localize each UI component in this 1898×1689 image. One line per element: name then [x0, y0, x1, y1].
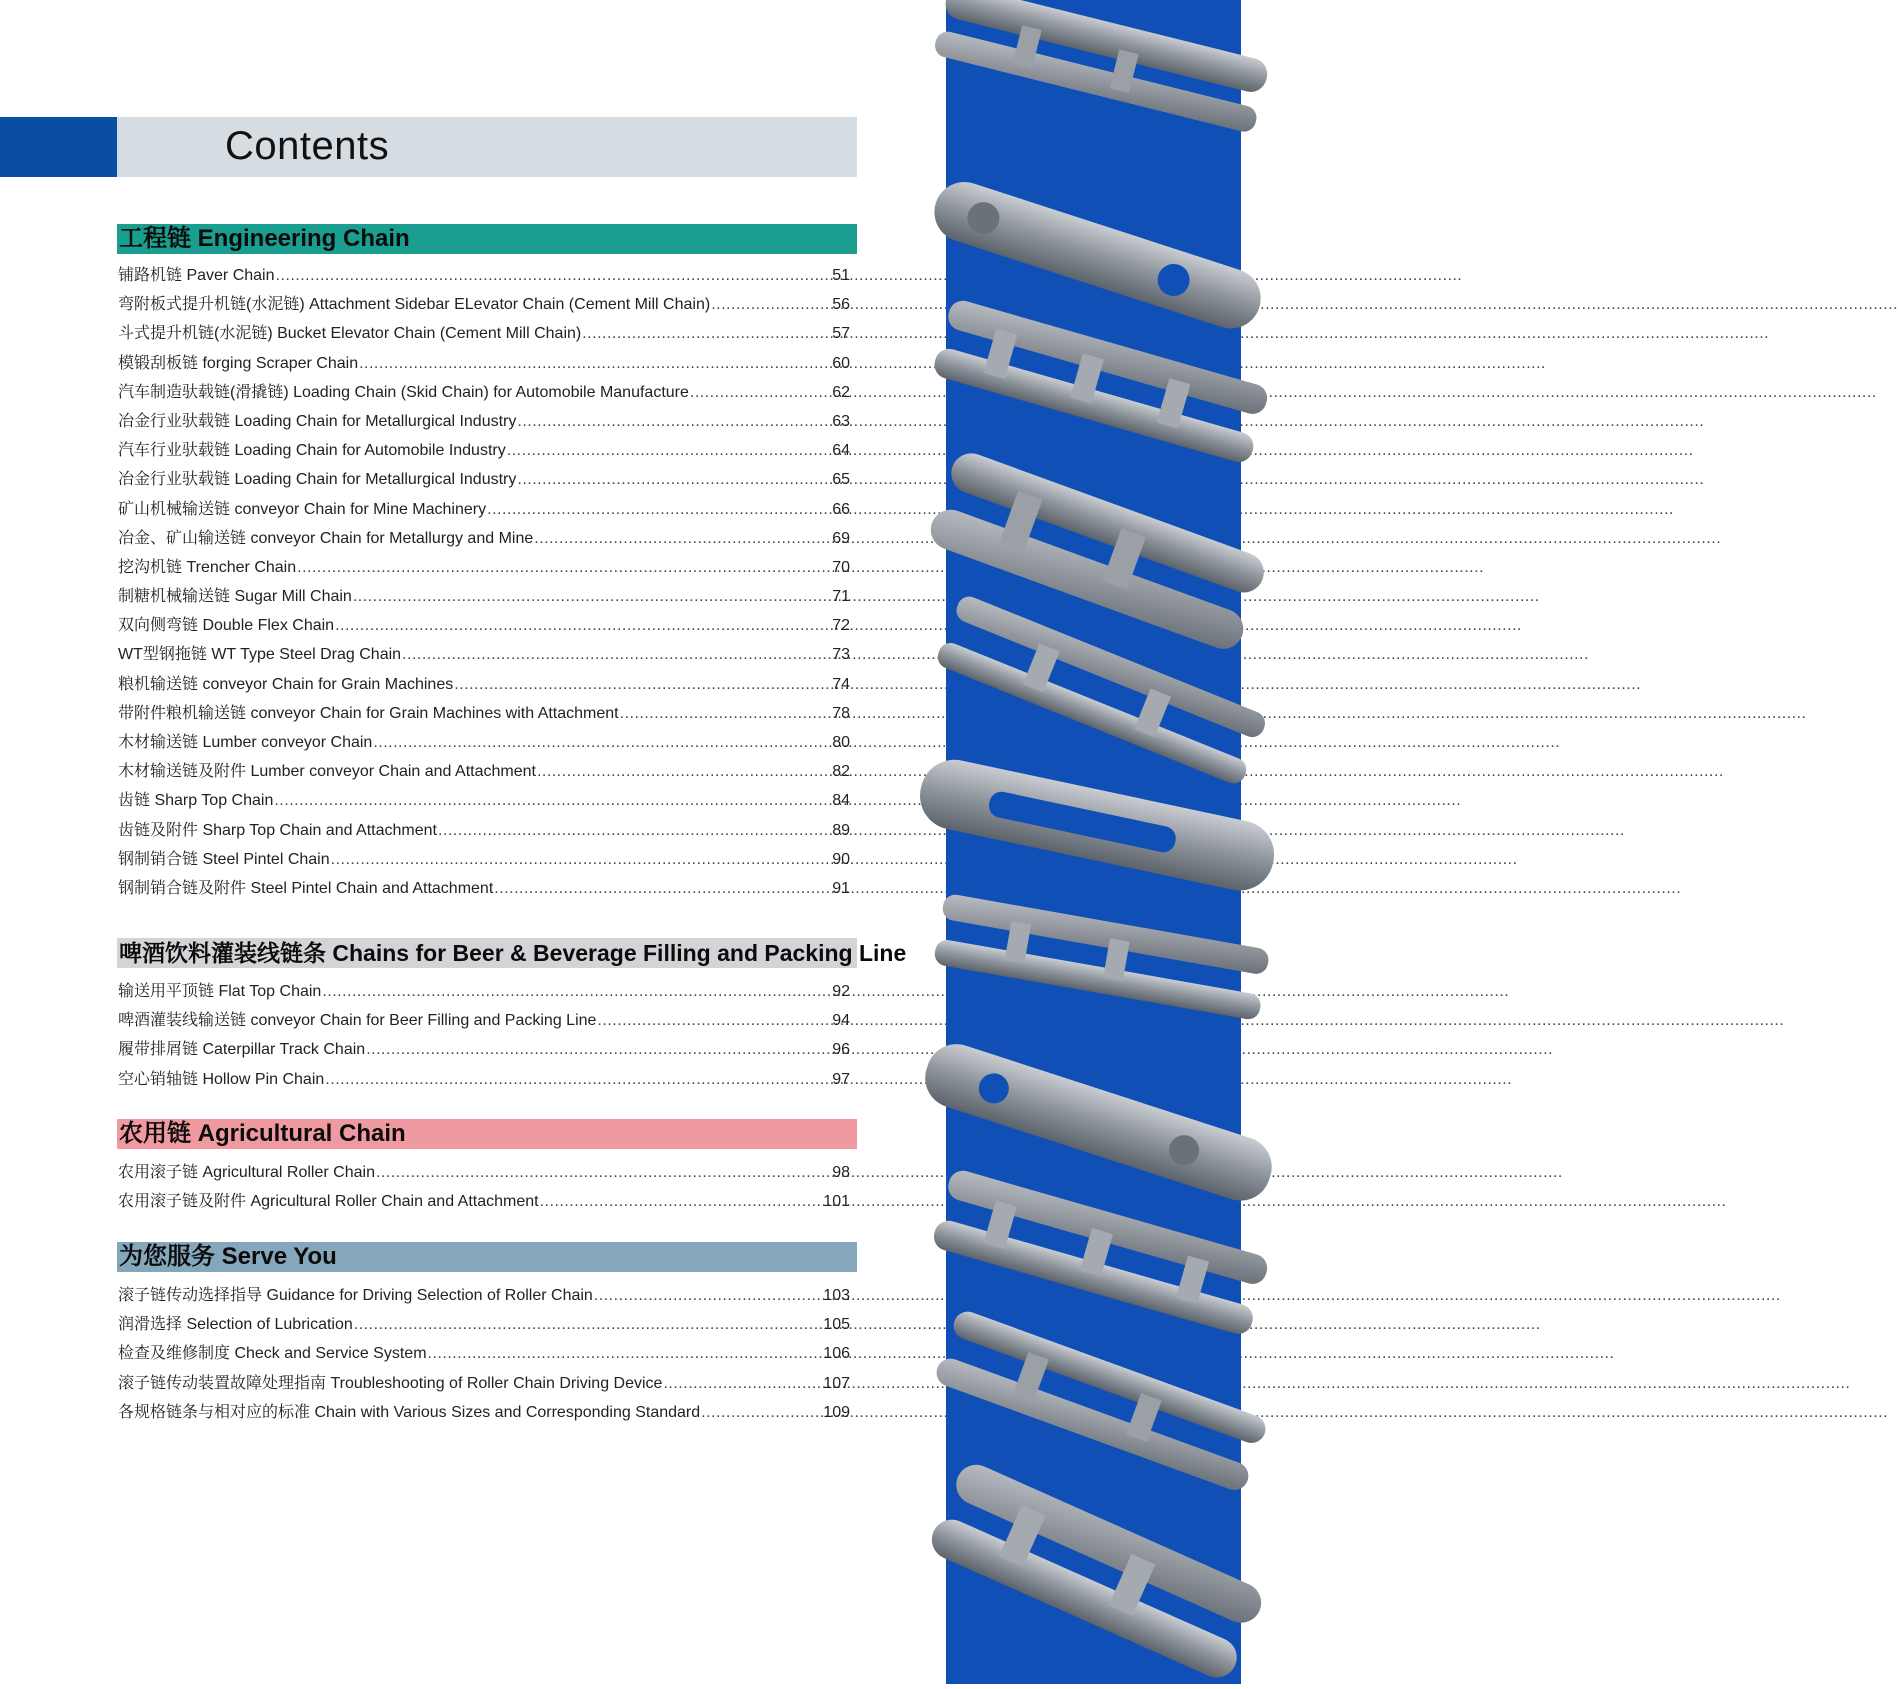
toc-page-number: 72: [832, 617, 850, 635]
toc-entry[interactable]: [118, 670, 850, 699]
toc-entry-title: 挖沟机链 Trencher Chain: [118, 558, 297, 576]
toc-entry-title: 齿链及附件 Sharp Top Chain and Attachment: [118, 821, 437, 839]
dot-leader: [540, 1187, 823, 1216]
toc-entry[interactable]: [118, 378, 850, 407]
toc-entry[interactable]: [118, 1035, 850, 1064]
toc-page-number: 84: [832, 792, 850, 810]
toc-entry[interactable]: [118, 290, 850, 319]
toc-entry[interactable]: [118, 495, 850, 524]
toc-page-number: 94: [832, 1012, 850, 1030]
toc-entry[interactable]: [118, 977, 850, 1006]
dot-leader: [438, 816, 831, 845]
toc-entry-title: 润滑选择 Selection of Lubrication: [118, 1316, 353, 1334]
toc-list-agricultural: [118, 1158, 850, 1216]
toc-entry[interactable]: [118, 1369, 850, 1398]
toc-entry[interactable]: [118, 816, 850, 845]
toc-page-number: 51: [832, 267, 850, 284]
toc-page-number: 90: [832, 850, 850, 868]
toc-entry-title: 检查及维修制度 Check and Service System: [118, 1345, 427, 1363]
toc-page-number: 74: [832, 675, 850, 693]
chain-photo-panel: [946, 0, 1241, 1684]
toc-page-number: 62: [832, 383, 850, 401]
toc-entry[interactable]: [118, 757, 850, 786]
toc-page-number: 73: [832, 646, 850, 664]
toc-entry-title: 齿链 Sharp Top Chain: [118, 792, 274, 810]
toc-entry[interactable]: [118, 786, 850, 815]
dot-leader: [517, 465, 831, 494]
toc-entry[interactable]: [118, 407, 850, 436]
dot-leader: [494, 874, 831, 903]
toc-entry-title: 铺路机链 Paver Chain: [118, 267, 275, 284]
toc-page-number: 109: [823, 1403, 850, 1421]
toc-entry[interactable]: [118, 874, 850, 903]
dot-leader: [366, 1035, 831, 1064]
toc-entry-title: WT型钢拖链 WT Type Steel Drag Chain: [118, 646, 402, 664]
toc-page-number: 65: [832, 471, 850, 489]
toc-entry[interactable]: [118, 1281, 850, 1310]
toc-entry-title: 弯附板式提升机链(水泥链) Attachment Sidebar ELevator Chain (Cement Mill Chain): [118, 296, 711, 314]
toc-page-number: 60: [832, 354, 850, 372]
toc-list-serve: [118, 1281, 850, 1427]
toc-entry-title: 输送用平顶链 Flat Top Chain: [118, 983, 322, 1000]
toc-entry-title: 各规格链条与相对应的标准 Chain with Various Sizes and Corresponding Standard: [118, 1403, 701, 1421]
dot-leader: [274, 786, 831, 815]
section-heading-serve: 为您服务 Serve You: [117, 1242, 857, 1272]
toc-entry-title: 带附件粮机输送链 conveyor Chain for Grain Machines with Attachment: [118, 704, 619, 722]
toc-page-number: 91: [832, 879, 850, 897]
dot-leader: [487, 495, 831, 524]
toc-entry-title: 冶金行业驮载链 Loading Chain for Metallurgical Industry: [118, 412, 517, 430]
toc-entry[interactable]: [118, 1310, 850, 1339]
toc-entry-title: 冶金行业驮载链 Loading Chain for Metallurgical Industry: [118, 471, 517, 489]
toc-entry[interactable]: [118, 261, 850, 290]
toc-page-number: 80: [832, 734, 850, 751]
toc-entry[interactable]: [118, 1065, 850, 1094]
toc-list-beer: [118, 977, 850, 1094]
dot-leader: [597, 1006, 831, 1035]
dot-leader: [402, 640, 831, 669]
toc-entry[interactable]: [118, 845, 850, 874]
toc-entry[interactable]: [118, 349, 850, 378]
dot-leader: [335, 611, 831, 640]
toc-page-number: 97: [832, 1070, 850, 1088]
toc-entry-title: 粮机输送链 conveyor Chain for Grain Machines: [118, 675, 454, 693]
toc-entry[interactable]: [118, 1398, 850, 1427]
toc-page-number: 101: [823, 1193, 850, 1211]
toc-entry-title: 斗式提升机链(水泥链) Bucket Elevator Chain (Cement Mill Chain): [118, 325, 582, 343]
dot-leader: [359, 349, 831, 378]
toc-entry[interactable]: [118, 524, 850, 553]
toc-entry[interactable]: [118, 582, 850, 611]
toc-page-number: 89: [832, 821, 850, 839]
toc-entry[interactable]: [118, 553, 850, 582]
toc-page-number: 69: [832, 529, 850, 547]
toc-entry[interactable]: [118, 611, 850, 640]
toc-page-number: 64: [832, 442, 850, 460]
toc-entry[interactable]: [118, 319, 850, 348]
toc-entry-title: 冶金、矿山输送链 conveyor Chain for Metallurgy and Mine: [118, 529, 534, 547]
toc-entry-title: 钢制销合链及附件 Steel Pintel Chain and Attachment: [118, 879, 494, 897]
dot-leader: [276, 261, 832, 290]
title-bar: [117, 117, 857, 177]
dot-leader: [376, 1158, 831, 1187]
toc-entry[interactable]: [118, 699, 850, 728]
toc-page-number: 70: [832, 558, 850, 576]
toc-entry-title: 制糖机械输送链 Sugar Mill Chain: [118, 588, 352, 606]
dot-leader: [711, 290, 831, 319]
toc-entry[interactable]: [118, 436, 850, 465]
toc-entry-title: 滚子链传动选择指导 Guidance for Driving Selection of Roller Chain: [118, 1287, 593, 1304]
dot-leader: [690, 378, 831, 407]
toc-page-number: 96: [832, 1041, 850, 1059]
toc-entry-title: 钢制销合链 Steel Pintel Chain: [118, 850, 330, 868]
toc-entry-title: 滚子链传动装置故障处理指南 Troubleshooting of Roller Chain Driving Device: [118, 1374, 663, 1392]
toc-entry-title: 农用滚子链及附件 Agricultural Roller Chain and Attachment: [118, 1193, 539, 1211]
section-heading-beer: 啤酒饮料灌装线链条 Chains for Beer & Beverage Filling and Packing Line: [119, 940, 907, 966]
toc-entry[interactable]: [118, 465, 850, 494]
toc-entry-title: 模锻刮板链 forging Scraper Chain: [118, 354, 359, 372]
toc-entry[interactable]: [118, 640, 850, 669]
toc-entry-title: 空心销轴链 Hollow Pin Chain: [118, 1070, 325, 1088]
toc-page-number: 71: [832, 588, 850, 606]
dot-leader: [517, 407, 831, 436]
toc-entry[interactable]: [118, 1339, 850, 1368]
toc-entry[interactable]: [118, 728, 850, 757]
toc-page-number: 66: [832, 500, 850, 518]
toc-entry-title: 双向侧弯链 Double Flex Chain: [118, 617, 335, 635]
dot-leader: [331, 845, 832, 874]
toc-entry-title: 汽车行业驮载链 Loading Chain for Automobile Industry: [118, 442, 506, 460]
dot-leader: [537, 757, 831, 786]
dot-leader: [701, 1398, 822, 1427]
toc-entry-title: 木材输送链 Lumber conveyor Chain: [118, 734, 373, 751]
toc-entry-title: 履带排屑链 Caterpillar Track Chain: [118, 1041, 366, 1059]
toc-page-number: 98: [832, 1164, 850, 1181]
toc-entry[interactable]: [118, 1006, 850, 1035]
toc-page-number: 63: [832, 412, 850, 430]
toc-page-number: 107: [823, 1374, 850, 1392]
toc-page-number: 78: [832, 704, 850, 722]
toc-entry-title: 木材输送链及附件 Lumber conveyor Chain and Attachment: [118, 763, 536, 781]
toc-page-number: 105: [823, 1316, 850, 1334]
dot-leader: [534, 524, 831, 553]
toc-entry-title: 汽车制造驮载链(滑撬链) Loading Chain (Skid Chain) for Automobile Manufacture: [118, 383, 689, 401]
dot-leader: [373, 728, 831, 757]
page-title: Contents: [225, 124, 390, 168]
dot-leader: [325, 1065, 831, 1094]
toc-entry-title: 啤酒灌装线输送链 conveyor Chain for Beer Filling and Packing Line: [118, 1012, 597, 1030]
dot-leader: [428, 1339, 823, 1368]
toc-page-number: 103: [823, 1287, 850, 1304]
section-heading-agricultural: 农用链 Agricultural Chain: [117, 1119, 857, 1149]
title-accent-block: [0, 117, 117, 177]
dot-leader: [297, 553, 831, 582]
toc-entry-title: 矿山机械输送链 conveyor Chain for Mine Machinery: [118, 500, 487, 518]
toc-entry-title: 农用滚子链 Agricultural Roller Chain: [118, 1164, 375, 1181]
dot-leader: [594, 1281, 822, 1310]
toc-page-number: 56: [832, 296, 850, 314]
dot-leader: [322, 977, 831, 1006]
dot-leader: [620, 699, 832, 728]
toc-list-engineering: [118, 261, 850, 903]
toc-entry[interactable]: [118, 1158, 850, 1187]
dot-leader: [582, 319, 831, 348]
dot-leader: [454, 670, 831, 699]
dot-leader: [507, 436, 831, 465]
toc-page-number: 82: [832, 763, 850, 781]
dot-leader: [353, 582, 831, 611]
toc-page-number: 106: [823, 1345, 850, 1363]
toc-page-number: 92: [832, 983, 850, 1000]
dot-leader: [354, 1310, 823, 1339]
toc-page-number: 57: [832, 325, 850, 343]
chain-illustration: [946, 0, 1241, 1684]
toc-entry[interactable]: [118, 1187, 850, 1216]
dot-leader: [663, 1369, 822, 1398]
section-heading-engineering: 工程链 Engineering Chain: [117, 224, 857, 254]
